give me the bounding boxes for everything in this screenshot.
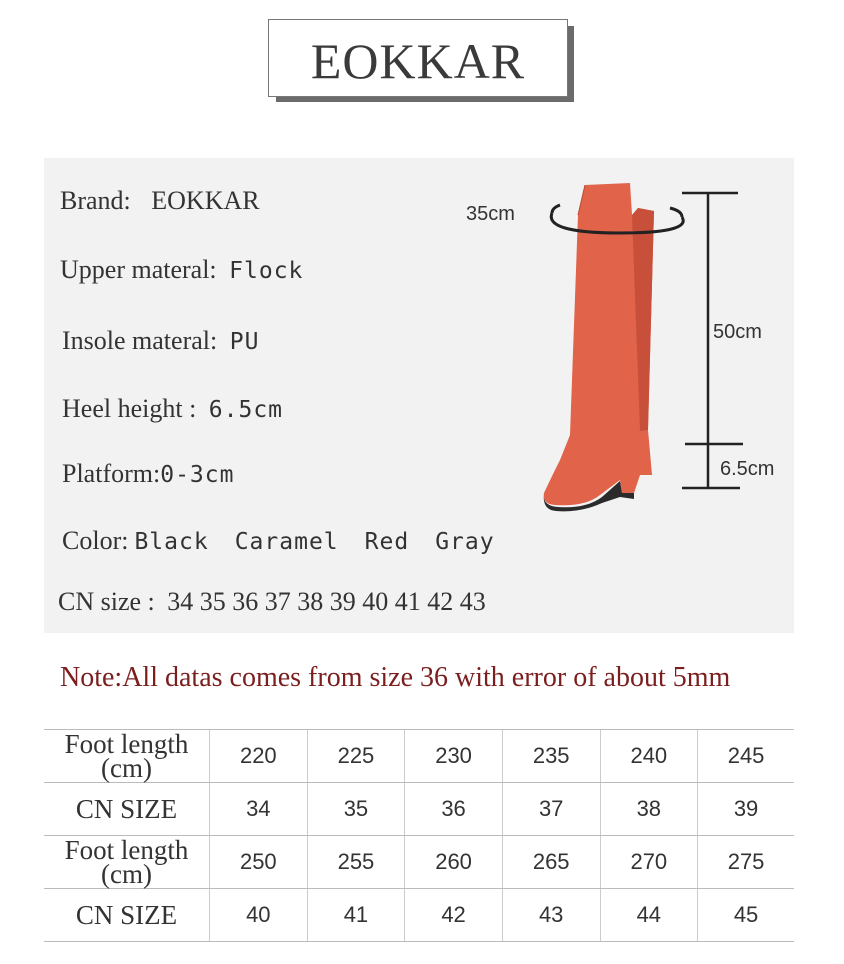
spec-platform-label: Platform:: [62, 459, 161, 488]
row-label: Foot length (cm): [44, 730, 210, 783]
color-option: Gray: [435, 529, 495, 555]
table-cell: 39: [698, 783, 794, 836]
table-cell: 240: [600, 730, 698, 783]
size-table: [44, 729, 794, 942]
table-cell: 245: [698, 730, 794, 783]
spec-platform-value: 0-3cm: [160, 462, 235, 488]
spec-upper-value: Flock: [229, 258, 304, 284]
spec-insole: [62, 326, 259, 356]
shaft-height-label: 50cm: [713, 321, 762, 343]
spec-heel-label: Heel height :: [62, 394, 197, 423]
table-row: [44, 783, 794, 836]
row-label: CN SIZE: [44, 783, 210, 836]
spec-brand-label: Brand:: [60, 186, 131, 215]
table-cell: 270: [600, 836, 698, 889]
table-cell: 44: [600, 889, 698, 942]
table-cell: 255: [307, 836, 405, 889]
table-cell: 43: [502, 889, 600, 942]
measurement-note: Note:All datas comes from size 36 with error of about 5mm: [60, 662, 731, 693]
heel-height-label: 6.5cm: [720, 458, 775, 480]
spec-heel-value: 6.5cm: [208, 397, 284, 423]
circumference-label: 35cm: [466, 203, 515, 225]
table-cell: 220: [210, 730, 308, 783]
spec-brand: [60, 186, 260, 216]
table-cell: 45: [698, 889, 794, 942]
table-cell: 260: [405, 836, 503, 889]
spec-cn-size: [58, 587, 486, 617]
table-cell: 225: [307, 730, 405, 783]
table-cell: 36: [405, 783, 503, 836]
table-cell: 275: [698, 836, 794, 889]
spec-color-label: Color:: [62, 526, 129, 555]
row-label: CN SIZE: [44, 889, 210, 942]
spec-color-values: [134, 526, 520, 555]
table-cell: 40: [210, 889, 308, 942]
table-row: [44, 836, 794, 889]
brand-logo: [268, 19, 568, 97]
color-option: Red: [364, 529, 410, 555]
table-cell: 37: [502, 783, 600, 836]
table-cell: 230: [405, 730, 503, 783]
table-cell: 34: [210, 783, 308, 836]
logo-text: EOKKAR: [310, 33, 526, 89]
spec-insole-label: Insole materal:: [62, 326, 218, 355]
spec-color: [62, 526, 521, 556]
spec-heel: [62, 394, 283, 424]
table-cell: 35: [307, 783, 405, 836]
color-option: Black: [134, 529, 209, 555]
table-row: [44, 730, 794, 783]
spec-platform: [62, 459, 234, 489]
table-row: [44, 889, 794, 942]
row-label: Foot length (cm): [44, 836, 210, 889]
table-cell: 265: [502, 836, 600, 889]
spec-cn-size-value: 34 35 36 37 38 39 40 41 42 43: [167, 587, 486, 616]
table-cell: 41: [307, 889, 405, 942]
spec-upper: [60, 255, 303, 285]
table-cell: 38: [600, 783, 698, 836]
table-cell: 235: [502, 730, 600, 783]
spec-cn-size-label: CN size :: [58, 587, 155, 616]
spec-brand-value: EOKKAR: [151, 186, 260, 215]
table-cell: 250: [210, 836, 308, 889]
color-option: Caramel: [234, 529, 339, 555]
table-cell: 42: [405, 889, 503, 942]
spec-insole-value: PU: [229, 329, 260, 355]
spec-upper-label: Upper materal:: [60, 255, 217, 284]
